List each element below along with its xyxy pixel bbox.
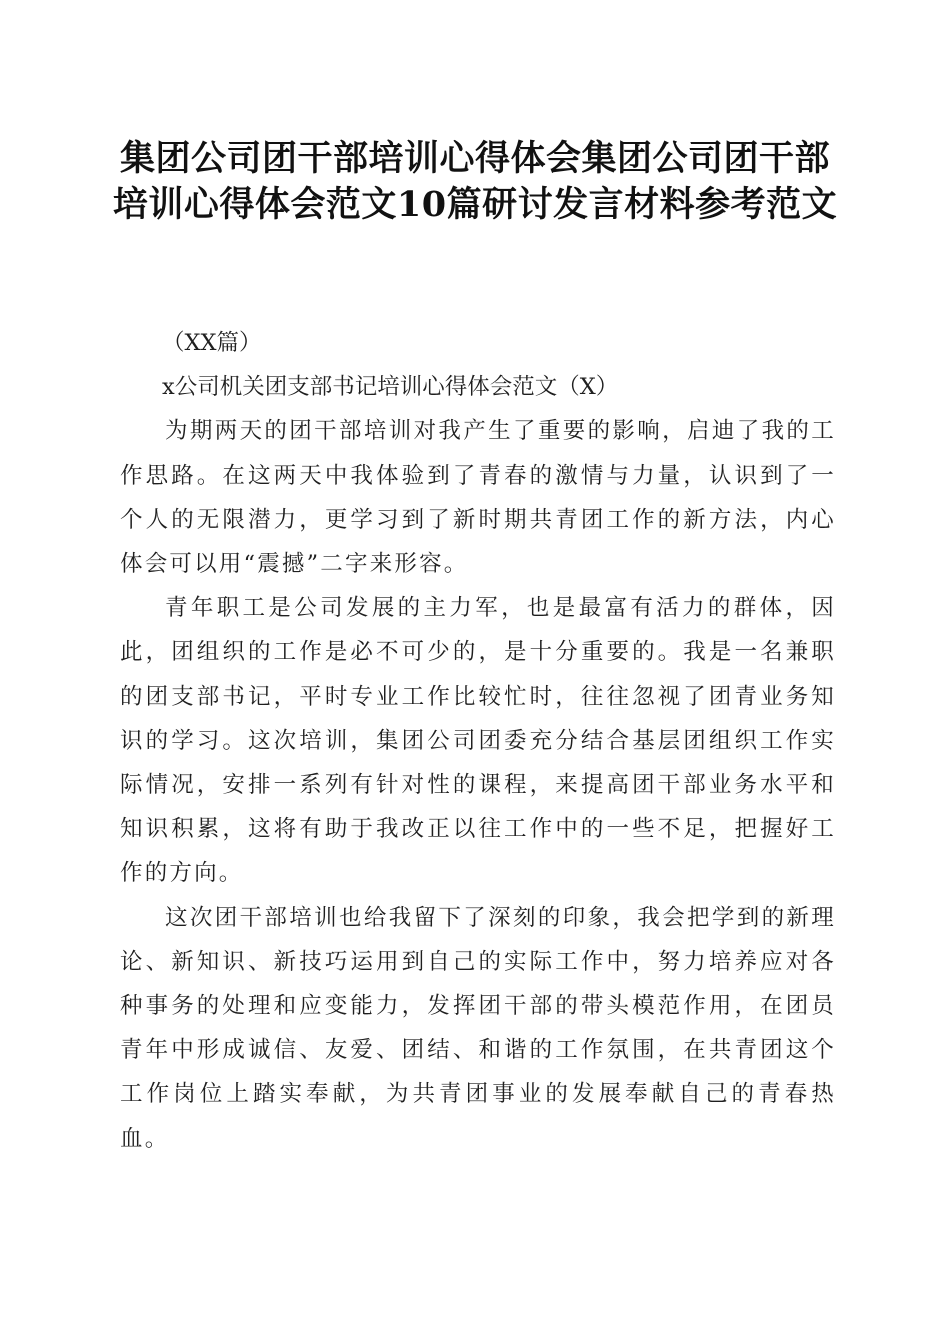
- paragraph-1: 为期两天的团干部培训对我产生了重要的影响，启迪了我的工作思路。在这两天中我体验到了青春的激情与力量，认识到了一个人的无限潜力，更学习到了新时期共青团工作的新方法，内心体会可以用“震撼”二字来形容。: [120, 418, 836, 578]
- paragraph-3: 这次团干部培训也给我留下了深刻的印象，我会把学到的新理论、新知识、新技巧运用到自己的实际工作中，努力培养应对各种事务的处理和应变能力，发挥团干部的带头模范作用，在团员青年中形成诚信、友爱、团结、和谐的工作氛围，在共青团这个工作岗位上踏实奉献，为共青团事业的发展奉献自己的青春热血。: [120, 904, 836, 1152]
- document-title: 集团公司团干部培训心得体会集团公司团干部培训心得体会范文10篇研讨发言材料参考范文: [112, 138, 838, 225]
- document-body: [120, 321, 836, 1161]
- paragraph-2: 青年职工是公司发展的主力军，也是最富有活力的群体，因此，团组织的工作是必不可少的，是十分重要的。我是一名兼职的团支部书记，平时专业工作比较忙时，往往忽视了团青业务知识的学习。这次培训，集团公司团委充分结合基层团组织工作实际情况，安排一系列有针对性的课程，来提高团干部业务水平和知识积累，这将有助于我改正以往工作中的一些不足，把握好工作的方向。: [120, 595, 836, 887]
- article-count-label: （XX篇）: [162, 330, 262, 356]
- article-subtitle: x公司机关团支部书记培训心得体会范文（X）: [162, 374, 619, 401]
